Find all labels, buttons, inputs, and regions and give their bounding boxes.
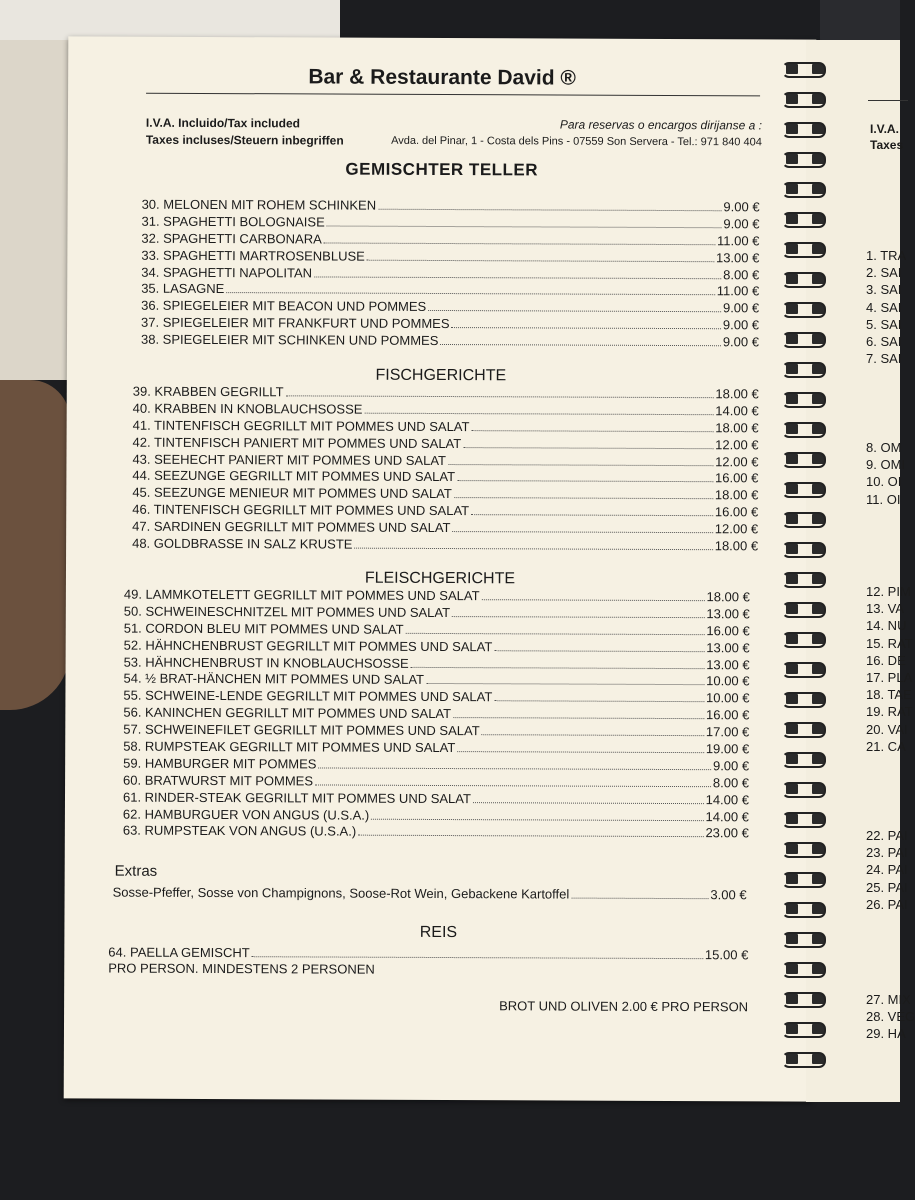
item-name: 54. ½ BRAT-HÄNCHEN MIT POMMES UND SALAT: [123, 671, 425, 688]
item-name: 59. HAMBURGER MIT POMMES: [123, 755, 317, 772]
dot-leader: [457, 751, 704, 753]
item-name: 35. LASAGNE: [141, 281, 225, 297]
item-name: 53. HÄHNCHENBRUST IN KNOBLAUCHSOSSE: [123, 654, 409, 671]
item-price: 10.00 €: [706, 673, 750, 689]
dot-leader: [371, 818, 703, 820]
menu-list-gemischter: [141, 197, 760, 352]
spiral-coil: [776, 152, 824, 166]
right-tax-1: I.V.A.: [870, 122, 899, 136]
extras-price: 3.00 €: [710, 887, 747, 903]
right-page-item: 8. OM: [866, 440, 902, 455]
item-name: 57. SCHWEINEFILET GEGRILLT MIT POMMES UND SALAT: [123, 721, 480, 739]
item-price: 12.00 €: [715, 436, 759, 453]
item-price: 18.00 €: [714, 487, 759, 503]
dot-leader: [354, 548, 712, 551]
right-page-item: 26. PAI: [866, 896, 908, 912]
dot-leader: [571, 898, 708, 900]
right-page-item: 5. SAI: [866, 316, 902, 332]
dot-leader: [482, 734, 704, 736]
item-price: 13.00 €: [715, 249, 760, 266]
dot-leader: [327, 225, 722, 228]
right-page-item: 17. PLA: [866, 670, 913, 685]
dot-leader: [448, 464, 713, 466]
spiral-coil: [776, 812, 824, 826]
spiral-coil: [776, 722, 824, 736]
item-name: 30. MELONEN MIT ROHEM SCHINKEN: [141, 196, 377, 213]
spiral-coil: [776, 1052, 824, 1066]
item-price: 9.00 €: [722, 317, 760, 333]
right-page-item: 16. DE: [866, 652, 906, 668]
paella-name: 64. PAELLA GEMISCHT: [108, 944, 250, 961]
item-name: 41. TINTENFISCH GEGRILLT MIT POMMES UND SALAT: [132, 417, 470, 434]
item-name: 47. SARDINEN GEGRILLT MIT POMMES UND SALAT: [132, 518, 451, 536]
right-page-item: 4. SAI: [866, 299, 902, 315]
item-name: 55. SCHWEINE-LENDE GEGRILLT MIT POMMES UND SALAT: [123, 687, 493, 705]
dot-leader: [454, 497, 713, 499]
spiral-coil: [776, 482, 824, 496]
right-page-item: 15. RAT: [866, 635, 913, 651]
dot-leader: [452, 327, 721, 329]
right-page-item: 7. SAI: [866, 351, 902, 367]
dot-leader: [482, 599, 705, 601]
item-price: 14.00 €: [705, 791, 750, 808]
item-price: 23.00 €: [705, 825, 749, 841]
bread-note: BROT UND OLIVEN 2.00 € PRO PERSON: [499, 998, 749, 1015]
tax-line-1: I.V.A. Incluido/Tax included: [145, 115, 301, 131]
item-price: 18.00 €: [714, 538, 759, 554]
item-name: 63. RUMPSTEAK VON ANGUS (U.S.A.): [122, 823, 357, 840]
item-name: 33. SPAGHETTI MARTROSENBLUSE: [141, 247, 365, 264]
right-page-item: 24. PAI: [866, 862, 908, 878]
extras-text: Sosse-Pfeffer, Sosse von Champignons, Soose-Rot Wein, Gebackene Kartoffel: [112, 884, 570, 902]
knee: [0, 380, 70, 710]
reservation-info: [391, 116, 762, 152]
spiral-coil: [776, 872, 824, 886]
dot-leader: [440, 344, 720, 346]
spiral-coil: [776, 92, 824, 106]
right-page-item: 22. PAI: [866, 828, 908, 843]
restaurant-address: Avda. del Pinar, 1 - Costa dels Pins - 07559 Son Servera - Tel.: 971 840 404: [391, 134, 762, 149]
item-name: 52. HÄHNCHENBRUST GEGRILLT MIT POMMES UND SALAT: [123, 637, 493, 654]
item-price: 17.00 €: [705, 724, 750, 740]
spiral-coil: [776, 302, 824, 316]
menu-list-fisch: [132, 384, 759, 556]
right-page-item: 28. VÉG: [866, 1009, 915, 1025]
item-name: 36. SPIEGELEIER MIT BEACON UND POMMES: [141, 298, 427, 315]
menu-item: [141, 332, 759, 352]
right-page-item: 1. TRA: [866, 248, 907, 263]
item-price: 13.00 €: [706, 639, 750, 656]
extras-title: Extras: [114, 862, 158, 880]
item-price: 8.00 €: [723, 266, 760, 282]
spiral-coil: [776, 572, 824, 586]
table-surface: [0, 0, 340, 40]
dot-leader: [463, 447, 713, 449]
item-price: 9.00 €: [722, 300, 760, 316]
right-page-item: 9. OMI: [866, 457, 906, 473]
item-name: 48. GOLDBRASSE IN SALZ KRUSTE: [132, 535, 353, 552]
right-tax-2: Taxes: [870, 138, 904, 152]
dot-leader: [252, 956, 703, 959]
tax-info: [146, 115, 344, 150]
spiral-coil: [776, 962, 824, 976]
spiral-coil: [776, 782, 824, 796]
item-price: 18.00 €: [706, 589, 750, 605]
right-page-item: 12. PIM: [866, 584, 911, 599]
item-name: 50. SCHWEINESCHNITZEL MIT POMMES UND SALAT: [123, 603, 451, 620]
reservation-note: Para reservas o encargos dirijanse a :: [559, 117, 762, 133]
item-name: 44. SEEZUNGE GEGRILLT MIT POMMES UND SALAT: [132, 468, 456, 485]
dot-leader: [471, 430, 713, 432]
menu-item: [123, 823, 749, 843]
dot-leader: [457, 481, 713, 483]
item-price: 19.00 €: [705, 741, 750, 757]
item-name: 49. LAMMKOTELETT GEGRILLT MIT POMMES UND SALAT: [123, 586, 480, 604]
right-page-item: 20. VAI: [866, 721, 908, 737]
paella-price: 15.00 €: [704, 947, 749, 963]
item-name: 58. RUMPSTEAK GEGRILLT MIT POMMES UND SALAT: [123, 738, 456, 756]
item-price: 14.00 €: [715, 403, 759, 419]
right-page-item: 6. SAI: [866, 334, 902, 349]
item-name: 43. SEEHECHT PANIERT MIT POMMES UND SALAT: [132, 451, 447, 468]
spiral-coil: [776, 602, 824, 616]
item-name: 38. SPIEGELEIER MIT SCHINKEN UND POMMES: [140, 331, 439, 349]
spiral-coil: [776, 242, 824, 256]
spiral-coil: [776, 182, 824, 196]
dot-leader: [426, 683, 704, 685]
spiral-coil: [776, 62, 824, 76]
right-page-item: 10. OI: [866, 474, 902, 490]
right-page-item: 27. MIX: [866, 992, 911, 1007]
dot-leader: [453, 717, 704, 719]
paella-note: PRO PERSON. MINDESTENS 2 PERSONEN: [108, 960, 375, 977]
right-page-item: 2. SAI: [866, 265, 902, 281]
spiral-coil: [776, 752, 824, 766]
title-divider: [146, 93, 760, 97]
item-price: 14.00 €: [705, 808, 749, 824]
dot-leader: [494, 701, 704, 703]
item-price: 18.00 €: [715, 386, 759, 402]
item-name: 32. SPAGHETTI CARBONARA: [141, 230, 322, 247]
spiral-coil: [776, 1022, 824, 1036]
item-price: 13.00 €: [706, 606, 750, 622]
item-name: 61. RINDER-STEAK GEGRILLT MIT POMMES UND SALAT: [122, 789, 471, 806]
item-name: 56. KANINCHEN GEGRILLT MIT POMMES UND SALAT: [123, 704, 452, 722]
item-price: 16.00 €: [714, 470, 759, 486]
dot-leader: [471, 514, 713, 516]
menu-list-fleisch: [123, 587, 750, 843]
dot-leader: [324, 242, 715, 245]
dot-leader: [318, 767, 711, 770]
dot-leader: [411, 666, 705, 668]
spiral-coil: [776, 662, 824, 676]
spiral-coil: [776, 842, 824, 856]
item-price: 18.00 €: [715, 419, 759, 436]
dot-leader: [453, 531, 713, 533]
section-title-fisch: FISCHGERICHTE: [375, 366, 507, 385]
item-name: 51. CORDON BLEU MIT POMMES UND SALAT: [123, 620, 404, 637]
spiral-coil: [776, 902, 824, 916]
right-page-item: 18. TAE: [866, 687, 912, 703]
dot-leader: [315, 784, 711, 787]
spiral-coil: [776, 392, 824, 406]
item-name: 39. KRABBEN GEGRILLT: [132, 383, 284, 400]
right-title-divider: [868, 100, 908, 101]
dot-leader: [473, 802, 704, 804]
dot-leader: [286, 395, 714, 398]
right-page-item: 11. OI: [866, 491, 901, 507]
dot-leader: [314, 276, 721, 279]
dot-leader: [358, 835, 703, 838]
right-page-item: 21. CA: [866, 738, 906, 754]
section-title-fleisch: FLEISCHGERICHTE: [364, 569, 516, 588]
dot-leader: [406, 633, 705, 635]
item-name: 62. HAMBURGUER VON ANGUS (U.S.A.): [122, 806, 370, 823]
tax-line-2: Taxes incluses/Steuern inbegriffen: [145, 132, 344, 148]
item-price: 11.00 €: [716, 232, 760, 249]
spiral-coil: [776, 512, 824, 526]
item-price: 8.00 €: [712, 774, 750, 791]
dot-leader: [428, 310, 721, 312]
spiral-coil: [776, 332, 824, 346]
item-price: 9.00 €: [723, 216, 760, 232]
dot-leader: [378, 209, 721, 211]
item-price: 12.00 €: [714, 521, 759, 537]
section-title-gemischter: GEMISCHTER TELLER: [345, 159, 539, 180]
item-name: 42. TINTENFISCH PANIERT MIT POMMES UND SALAT: [132, 434, 462, 451]
item-name: 37. SPIEGELEIER MIT FRANKFURT UND POMMES: [141, 314, 450, 332]
spiral-coil: [776, 362, 824, 376]
spiral-coil: [776, 212, 824, 226]
dot-leader: [452, 616, 704, 618]
item-name: 46. TINTENFISCH GEGRILLT MIT POMMES UND SALAT: [132, 501, 470, 519]
item-name: 45. SEEZUNGE MENIEUR MIT POMMES UND SALAT: [132, 485, 452, 502]
dot-leader: [226, 293, 714, 296]
spiral-coil: [776, 122, 824, 136]
restaurant-name: Bar & Restaurante David ®: [308, 65, 576, 90]
item-name: 60. BRATWURST MIT POMMES: [123, 772, 314, 789]
spiral-coil: [776, 422, 824, 436]
item-price: 16.00 €: [705, 707, 750, 723]
item-price: 10.00 €: [706, 690, 750, 706]
right-page-item: 13. VA: [866, 601, 905, 617]
spiral-coil: [776, 992, 824, 1006]
item-price: 9.00 €: [722, 334, 760, 350]
right-page-item: 29. HA: [866, 1026, 906, 1042]
item-price: 11.00 €: [716, 283, 760, 299]
right-page-item: 23. PAI: [866, 845, 908, 861]
item-name: 40. KRABBEN IN KNOBLAUCHSOSSE: [132, 400, 363, 417]
menu-item: [132, 536, 758, 556]
item-price: 12.00 €: [715, 453, 759, 469]
item-price: 9.00 €: [712, 758, 750, 774]
item-name: 34. SPAGHETTI NAPOLITAN: [141, 264, 313, 281]
right-page-item: 14. NU: [866, 618, 907, 634]
spiral-coil: [776, 272, 824, 286]
right-page-item: 19. RAT: [866, 704, 913, 720]
dot-leader: [367, 259, 714, 262]
right-page-item: 25. PAI: [866, 879, 908, 895]
spiral-binding: [776, 62, 840, 1072]
right-page-item: 3. SAI: [866, 282, 902, 298]
section-title-reis: REIS: [419, 923, 458, 942]
item-name: 31. SPAGHETTI BOLOGNAISE: [141, 213, 325, 230]
item-price: 13.00 €: [706, 656, 750, 672]
spiral-coil: [776, 452, 824, 466]
spiral-coil: [776, 932, 824, 946]
spiral-coil: [776, 542, 824, 556]
dot-leader: [494, 650, 704, 652]
dot-leader: [364, 413, 713, 416]
item-price: 16.00 €: [706, 622, 750, 639]
menu-page-left: [64, 36, 817, 1101]
spiral-coil: [776, 632, 824, 646]
extras-line: [113, 885, 747, 905]
item-price: 16.00 €: [714, 504, 759, 520]
spiral-coil: [776, 692, 824, 706]
item-price: 9.00 €: [723, 199, 760, 215]
